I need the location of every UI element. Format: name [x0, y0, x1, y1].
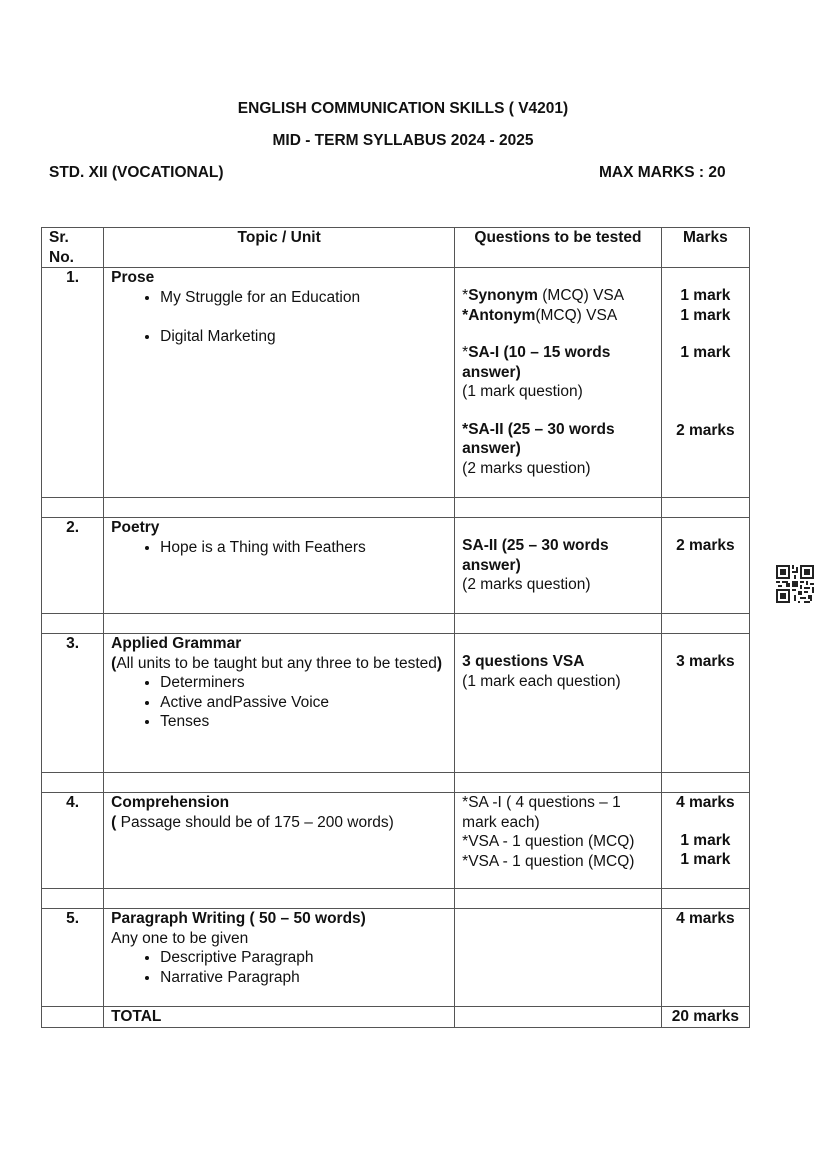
row-marks — [661, 909, 749, 1007]
spacer-row — [42, 498, 750, 518]
spacer-row — [42, 889, 750, 909]
row-questions — [455, 518, 662, 614]
row-questions — [455, 793, 662, 889]
list-item: • Narrative Paragraph — [160, 968, 447, 988]
list-item: • Hope is a Thing with Feathers — [160, 538, 447, 558]
question-sa1: *SA -I ( 4 questions – 1 mark each) — [462, 794, 621, 831]
question-vsa-note: (1 mark each question) — [462, 672, 621, 690]
max-marks-label: MAX MARKS : 20 — [599, 164, 726, 181]
total-row — [42, 1007, 750, 1028]
topic-list — [111, 538, 447, 558]
list-item: • Descriptive Paragraph — [160, 948, 447, 968]
question-sa2-note: (2 marks question) — [462, 459, 591, 477]
document-title: ENGLISH COMMUNICATION SKILLS ( V4201) — [237, 100, 569, 117]
question-vsa: *VSA - 1 question (MCQ) — [462, 833, 635, 850]
header-topic: Topic / Unit — [104, 228, 455, 268]
total-label: TOTAL — [104, 1007, 455, 1028]
row-topic — [104, 909, 455, 1007]
question-sa2-note: (2 marks question) — [462, 576, 591, 593]
list-item: • Digital Marketing — [160, 327, 447, 347]
table-row — [42, 518, 750, 614]
unit-note: ( Passage should be of 175 – 200 words) — [111, 813, 394, 831]
row-sr-no: 1. — [42, 268, 104, 498]
unit-title: Prose — [111, 269, 155, 286]
marks-value: 1 mark — [680, 344, 731, 361]
marks-value: 2 marks — [676, 421, 735, 439]
marks-value: 1 mark — [680, 287, 731, 304]
total-marks: 20 marks — [661, 1007, 749, 1028]
table-row — [42, 909, 750, 1007]
header-questions: Questions to be tested — [455, 228, 662, 268]
header-sr-no: Sr. No. — [42, 228, 104, 268]
row-topic — [104, 268, 455, 498]
row-sr-no: 2. — [42, 518, 104, 614]
row-sr-no: 5. — [42, 909, 104, 1007]
unit-note: Any one to be given — [111, 929, 249, 947]
marks-value: 4 marks — [676, 910, 735, 927]
marks-value: 4 marks — [676, 794, 735, 811]
row-sr-no: 3. — [42, 634, 104, 773]
qr-code-icon — [776, 565, 814, 603]
marks-value: 3 marks — [676, 653, 735, 670]
document-subtitle: MID - TERM SYLLABUS 2024 - 2025 — [272, 132, 534, 149]
marks-value: 1 mark — [680, 306, 731, 324]
question-sa2: *SA-II (25 – 30 words answer) — [462, 420, 615, 457]
marks-value: 1 mark — [680, 851, 731, 868]
syllabus-table — [41, 227, 750, 1028]
spacer-row — [42, 614, 750, 634]
row-sr-no: 4. — [42, 793, 104, 889]
question-antonym: *Antonym(MCQ) VSA — [462, 306, 618, 324]
marks-value: 2 marks — [676, 537, 735, 554]
list-item: • My Struggle for an Education — [160, 288, 447, 308]
topic-list — [111, 288, 447, 347]
question-sa1: *SA-I (10 – 15 words answer) — [462, 344, 611, 381]
row-topic — [104, 518, 455, 614]
unit-title: Poetry — [111, 519, 160, 536]
header-marks: Marks — [661, 228, 749, 268]
list-item: • Tenses — [160, 712, 447, 732]
row-marks — [661, 268, 749, 498]
unit-title: Comprehension — [111, 794, 230, 811]
table-row — [42, 634, 750, 773]
table-header-row — [42, 228, 750, 268]
table-row — [42, 268, 750, 498]
list-item: • Determiners — [160, 673, 447, 693]
question-sa1-note: (1 mark question) — [462, 383, 583, 400]
question-vsa: *VSA - 1 question (MCQ) — [462, 852, 635, 870]
standard-label: STD. XII (VOCATIONAL) — [49, 164, 224, 181]
unit-title: Applied Grammar — [111, 635, 242, 652]
question-synonym: *Synonym (MCQ) VSA — [462, 287, 625, 304]
list-item: • Active andPassive Voice — [160, 693, 447, 713]
unit-title: Paragraph Writing ( 50 – 50 words) — [111, 910, 366, 927]
row-questions — [455, 909, 662, 1007]
topic-list — [111, 673, 447, 732]
row-marks — [661, 518, 749, 614]
question-sa2: SA-II (25 – 30 words answer) — [462, 537, 609, 574]
spacer-row — [42, 773, 750, 793]
row-marks — [661, 793, 749, 889]
question-vsa: 3 questions VSA — [462, 653, 585, 670]
row-topic — [104, 793, 455, 889]
marks-value: 1 mark — [680, 831, 731, 849]
row-marks — [661, 634, 749, 773]
table-row — [42, 793, 750, 889]
row-questions — [455, 634, 662, 773]
topic-list — [111, 948, 447, 987]
row-questions — [455, 268, 662, 498]
row-topic — [104, 634, 455, 773]
unit-note: (All units to be taught but any three to be tested) — [111, 654, 443, 672]
